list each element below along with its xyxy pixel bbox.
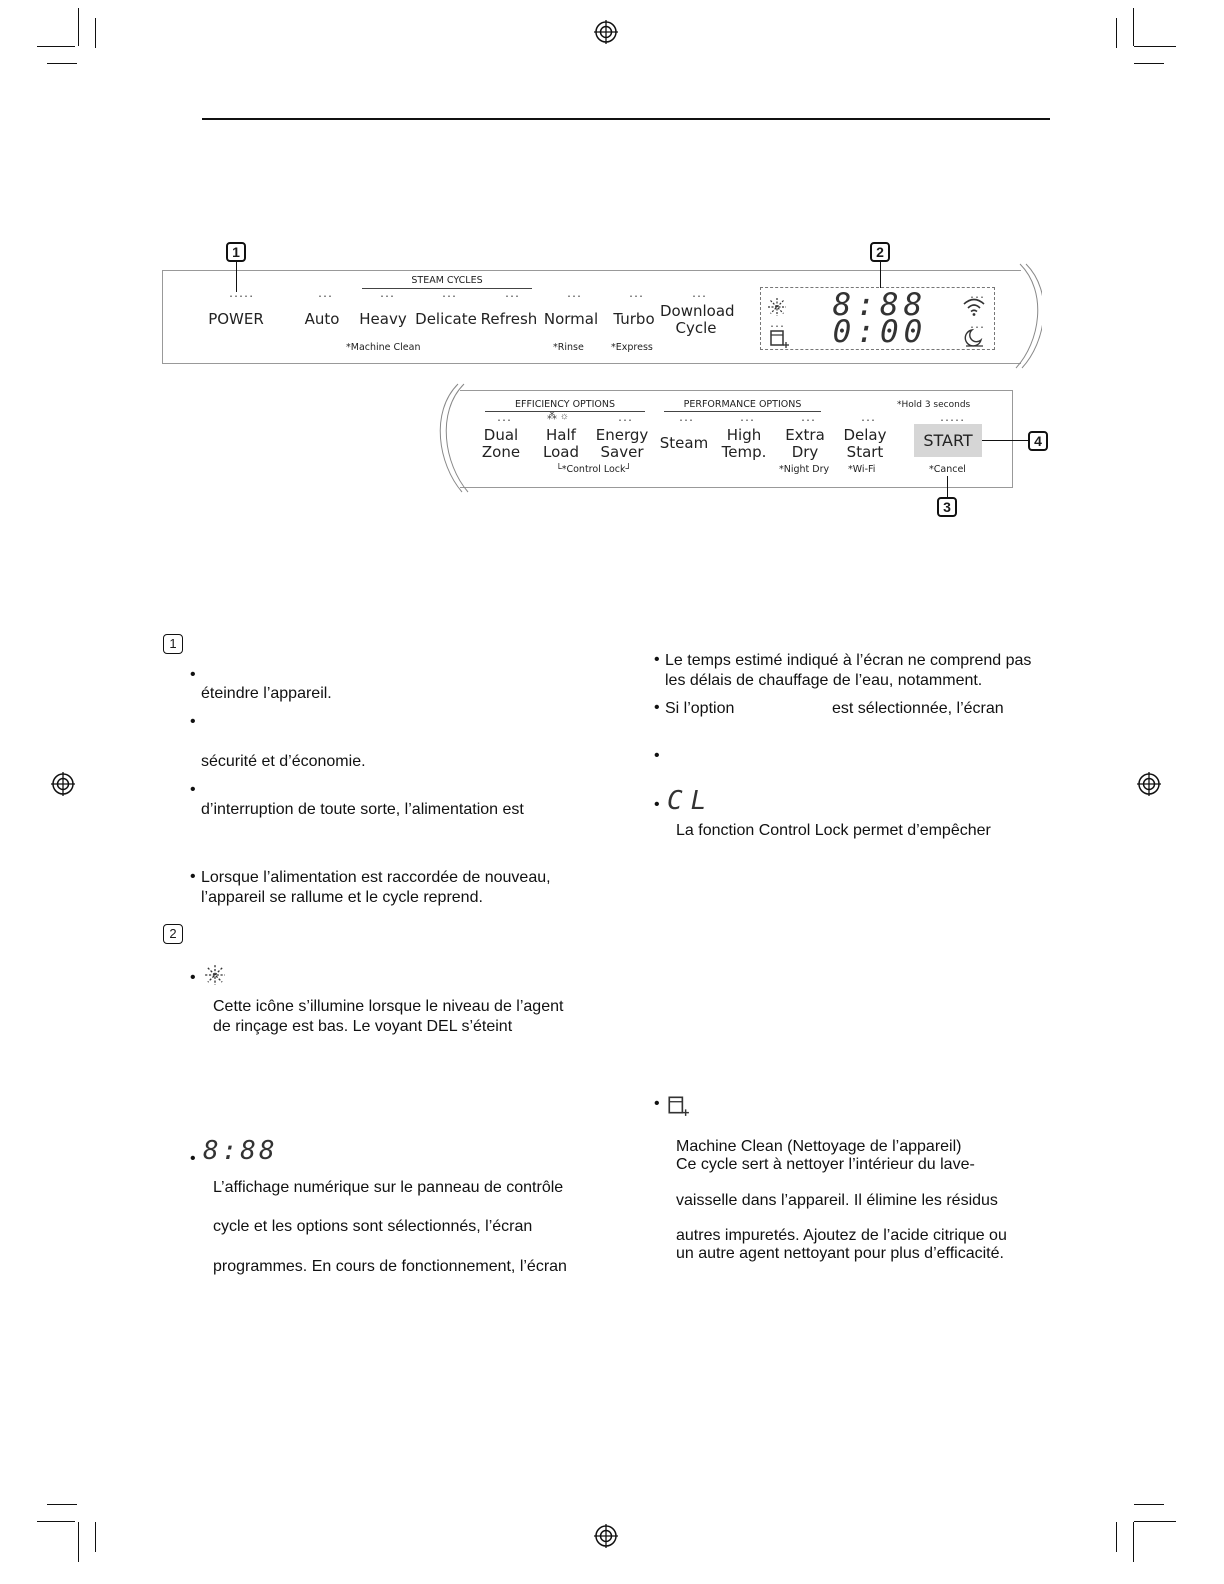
r2-text-prefix: Si l’option (665, 700, 735, 717)
half-load-indicator: ⁂ ☼ (547, 411, 569, 422)
half-load-label-2: Load (543, 443, 579, 461)
display-digits-top: 8:88 (832, 287, 928, 323)
delay-start-label-2: Start (846, 443, 884, 461)
rinse-sparkle-icon (767, 297, 787, 317)
machine-clean-icon (768, 328, 790, 348)
delay-start-button[interactable] (837, 427, 893, 461)
cancel-sublabel: *Cancel (929, 464, 966, 475)
delay-start-label-1: Delay (843, 426, 887, 444)
dual-zone-button[interactable] (473, 427, 529, 461)
r4-text-2: Ce cycle sert à nettoyer l’intérieur du lave- (676, 1156, 975, 1173)
high-temp-label-2: Temp. (721, 443, 767, 461)
s1-text-5: l’appareil se rallume et le cycle reprend. (201, 889, 483, 906)
s2-display-text-3: programmes. En cours de fonctionnement, l’écran (213, 1258, 567, 1275)
callout-2: 2 (870, 242, 890, 262)
high-temp-label-1: High (726, 426, 762, 444)
delicate-button[interactable]: Delicate (415, 310, 477, 328)
s2-rinse-text-1: Cette icône s’illumine lorsque le niveau de l’agent (213, 998, 564, 1015)
r4-text-3: vaisselle dans l’appareil. Il élimine les résidus (676, 1192, 998, 1209)
download-cycle-button[interactable] (660, 302, 735, 337)
registration-mark-icon (51, 772, 75, 796)
registration-mark-icon (594, 20, 618, 44)
energy-saver-button[interactable] (592, 427, 652, 461)
s2-display-text-2: cycle et les options sont sélectionnés, l’écran (213, 1218, 533, 1235)
section-1-number: 1 (163, 634, 183, 654)
energy-saver-label-2: Saver (600, 443, 644, 461)
registration-mark-icon (1137, 772, 1161, 796)
half-load-label-1: Half (546, 426, 576, 444)
callout-4: 4 (1028, 431, 1048, 451)
express-sublabel: *Express (611, 342, 653, 353)
extra-dry-button[interactable] (777, 427, 833, 461)
night-dry-icon (963, 328, 985, 348)
steam-label: Steam (659, 434, 709, 452)
r3-control-lock-code: CL (667, 786, 715, 816)
r4-text-4: autres impuretés. Ajoutez de l’acide citrique ou (676, 1227, 1007, 1244)
dual-zone-label-1: Dual (483, 426, 519, 444)
download-cycle-label-1: Download (660, 302, 735, 320)
r2-text-suffix: est sélectionnée, l’écran (832, 700, 1004, 717)
high-temp-button[interactable] (716, 427, 772, 461)
digital-display: ... 8:88 0:00 ... ... (760, 287, 995, 350)
display-digits-bottom: 0:00 (832, 314, 928, 350)
heavy-button[interactable]: Heavy (359, 310, 407, 328)
efficiency-options-title: EFFICIENCY OPTIONS (515, 399, 615, 410)
section-2-number: 2 (163, 924, 183, 944)
s1-text-1: éteindre l’appareil. (201, 685, 332, 702)
registration-mark-icon (594, 1524, 618, 1548)
power-button[interactable]: POWER (208, 310, 264, 328)
s1-text-4: Lorsque l’alimentation est raccordée de nouveau, (201, 869, 551, 886)
refresh-button[interactable]: Refresh (480, 310, 538, 328)
hold-3-seconds-note: *Hold 3 seconds (897, 400, 971, 410)
s2-rinse-text-2: de rinçage est bas. Le voyant DEL s’éteint (213, 1018, 513, 1035)
dual-zone-label-2: Zone (481, 443, 521, 461)
r4-text-1: Machine Clean (Nettoyage de l’appareil) (676, 1138, 962, 1155)
header-rule (202, 118, 1050, 120)
steam-button[interactable] (656, 435, 712, 452)
callout-1: 1 (226, 242, 246, 262)
download-cycle-label-2: Cycle (675, 319, 717, 337)
normal-button[interactable]: Normal (543, 310, 599, 328)
start-button[interactable] (914, 424, 982, 457)
steam-cycles-title: STEAM CYCLES (411, 275, 483, 286)
wifi-icon (962, 297, 986, 317)
rinse-sublabel: *Rinse (553, 342, 584, 353)
extra-dry-label-1: Extra (785, 426, 825, 444)
r4-text-5: un autre agent nettoyant pour plus d’efficacité. (676, 1245, 1004, 1262)
machine-clean-sublabel: *Machine Clean (346, 342, 421, 353)
control-lock-sublabel: └*Control Lock┘ (556, 464, 632, 475)
rinse-sparkle-icon (204, 964, 226, 986)
wifi-sublabel: *Wi-Fi (848, 464, 876, 475)
s2-display-text-1: L’affichage numérique sur le panneau de contrôle (213, 1179, 564, 1196)
night-dry-sublabel: *Night Dry (779, 464, 830, 475)
r3-text-1: La fonction Control Lock permet d’empêcher (676, 822, 991, 839)
callout-3: 3 (937, 497, 957, 517)
machine-clean-icon (666, 1094, 690, 1116)
energy-saver-label-1: Energy (595, 426, 649, 444)
r1-text-1: Le temps estimé indiqué à l’écran ne comprend pas (665, 652, 1032, 669)
s1-text-2: sécurité et d’économie. (201, 753, 366, 770)
r1-text-2: les délais de chauffage de l’eau, notamment. (665, 672, 983, 689)
turbo-button[interactable]: Turbo (613, 310, 655, 328)
auto-button[interactable]: Auto (304, 310, 340, 328)
performance-options-title: PERFORMANCE OPTIONS (683, 399, 802, 410)
start-label: START (923, 431, 973, 450)
half-load-button[interactable] (533, 427, 589, 461)
extra-dry-label-2: Dry (791, 443, 819, 461)
s1-text-3: d’interruption de toute sorte, l’alimentation est (201, 801, 524, 818)
s2-digits-icon: 8:88 (203, 1136, 278, 1166)
